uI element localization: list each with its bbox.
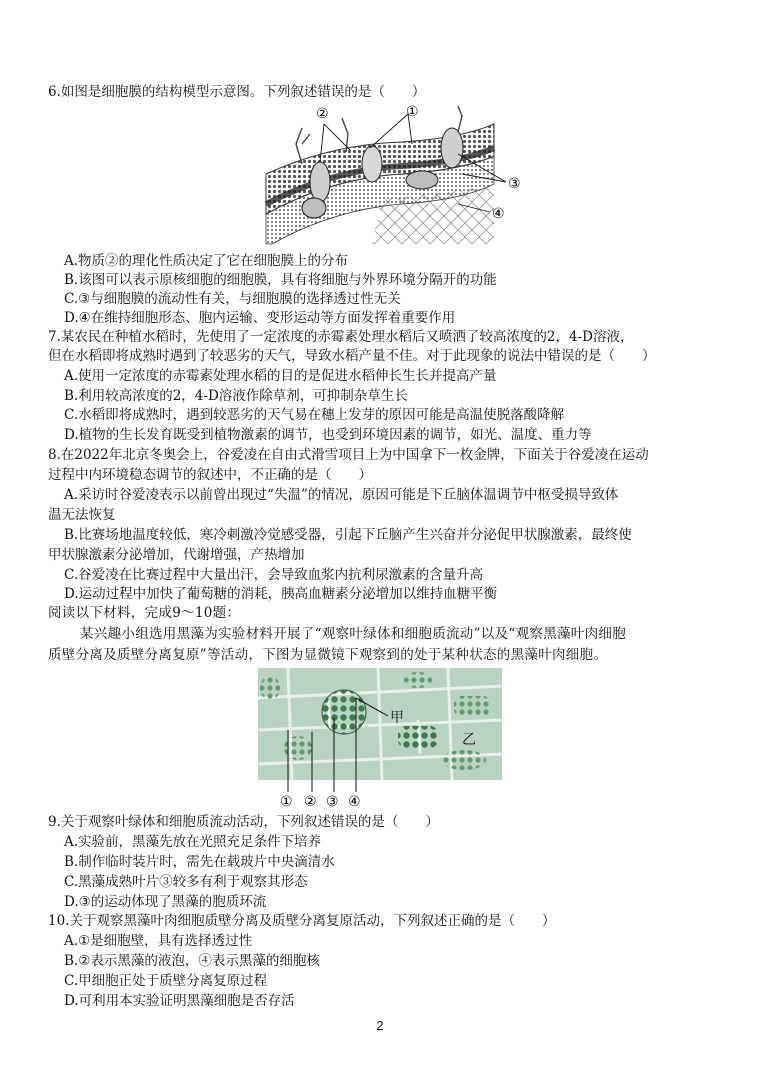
fig-num-3: ③ bbox=[326, 794, 339, 808]
q10-stem: 10.关于观察黑藻叶肉细胞质壁分离及质壁分离复原活动，下列叙述正确的是（ ） bbox=[48, 913, 556, 929]
fig-num-2: ② bbox=[304, 794, 317, 808]
q6-option-a: A.物质②的理化性质决定了它在细胞膜上的分布 bbox=[64, 253, 349, 269]
q7-stem-line1: 7.某农民在种植水稻时，先使用了一定浓度的赤霉素处理水稻后又喷洒了较高浓度的2，4-D溶液， bbox=[48, 329, 634, 345]
elodea-cell-micrograph bbox=[258, 668, 502, 808]
fig-label-yi: 乙 bbox=[462, 732, 476, 748]
fig-label-4: ④ bbox=[492, 206, 505, 222]
q9-option-a: A.实验前，黑藻先放在光照充足条件下培养 bbox=[64, 834, 322, 850]
q7-stem-line2: 但在水稻即将成熟时遇到了较恶劣的天气，导致水稻产量不佳。对于此现象的说法中错误的是（ ） bbox=[48, 348, 656, 364]
q6-option-d: D.④在维持细胞形态、胞内运输、变形运动等方面发挥着重要作用 bbox=[64, 310, 456, 326]
q7-option-b: B.利用较高浓度的2，4-D溶液作除草剂，可抑制杂草生长 bbox=[64, 388, 408, 404]
q8-stem-line1: 8.在2022年北京冬奥会上，谷爱凌在自由式滑雪项目上为中国拿下一枚金牌，下面关于谷爱凌在运动 bbox=[48, 447, 649, 463]
q7-option-d: D.植物的生长发育既受到植物激素的调节，也受到环境因素的调节，如光、温度、重力等 bbox=[64, 427, 592, 443]
q8-option-a-line2: 温无法恢复 bbox=[48, 507, 116, 523]
reading-para-line2: 质壁分离及质壁分离复原”等活动，下图为显微镜下观察到的处于某种状态的黑藻叶肉细胞。 bbox=[48, 647, 608, 663]
reading-intro: 阅读以下材料，完成9～10题： bbox=[48, 605, 241, 621]
q7-option-c: C.水稻即将成熟时，遇到较恶劣的天气易在穗上发芽的原因可能是高温使脱落酸降解 bbox=[64, 407, 565, 423]
fig-num-4: ④ bbox=[348, 794, 361, 808]
q9-option-c: C.黑藻成熟叶片③较多有利于观察其形态 bbox=[64, 874, 308, 890]
q8-option-d: D.运动过程中加快了葡萄糖的消耗，胰高血糖素分泌增加以维持血糖平衡 bbox=[64, 586, 498, 602]
q10-option-a: A.①是细胞壁，具有选择透过性 bbox=[64, 933, 253, 949]
fig-label-1: ① bbox=[406, 104, 419, 120]
q9-stem: 9.关于观察叶绿体和细胞质流动活动，下列叙述错误的是（ ） bbox=[48, 814, 439, 830]
q9-option-b: B.制作临时装片时，需先在载玻片中央滴清水 bbox=[64, 854, 335, 870]
q8-option-c: C.谷爱凌在比赛过程中大量出汗，会导致血浆内抗利尿激素的含量升高 bbox=[64, 567, 484, 583]
microscope-figure bbox=[258, 668, 502, 808]
q8-stem-line2: 过程中内环境稳态调节的叙述中，不正确的是（ ） bbox=[48, 467, 372, 483]
q8-option-b-line1: B.比赛场地温度较低，寒冷刺激冷觉感受器，引起下丘脑产生兴奋并分泌促甲状腺激素，最终使 bbox=[64, 527, 632, 543]
q9-option-d: D.③的运动体现了黑藻的胞质环流 bbox=[64, 894, 267, 910]
fig-label-3: ③ bbox=[508, 176, 521, 192]
q10-option-b: B.②表示黑藻的液泡，④表示黑藻的细胞核 bbox=[64, 953, 320, 969]
q10-option-d: D.可利用本实验证明黑藻细胞是否存活 bbox=[64, 993, 295, 1009]
fig-num-1: ① bbox=[280, 794, 293, 808]
q6-option-b: B.该图可以表示原核细胞的细胞膜，具有将细胞与外界环境分隔开的功能 bbox=[64, 272, 497, 288]
q8-option-a-line1: A.采访时谷爱凌表示以前曾出现过“失温”的情况，原因可能是下丘脑体温调节中枢受损导致体 bbox=[64, 487, 619, 503]
q6-stem: 6.如图是细胞膜的结构模型示意图。下列叙述错误的是（ ） bbox=[48, 84, 426, 100]
q8-option-b-line2: 甲状腺激素分泌增加，代谢增强，产热增加 bbox=[48, 547, 305, 563]
fig-label-jia: 甲 bbox=[390, 710, 404, 726]
cell-membrane-figure bbox=[262, 104, 532, 252]
q10-option-c: C.甲细胞正处于质壁分离复原过程 bbox=[64, 973, 268, 989]
fig-label-2: ② bbox=[316, 106, 329, 122]
q7-option-a: A.使用一定浓度的赤霉素处理水稻的目的是促进水稻伸长生长并提高产量 bbox=[64, 368, 497, 384]
page-number: 2 bbox=[376, 1018, 384, 1033]
reading-para-line1: 某兴趣小组选用黑藻为实验材料开展了“观察叶绿体和细胞质流动”以及“观察黑藻叶肉细胞 bbox=[80, 626, 627, 642]
q6-option-c: C.③与细胞膜的流动性有关，与细胞膜的选择透过性无关 bbox=[64, 291, 401, 307]
cell-membrane-diagram bbox=[262, 104, 532, 252]
